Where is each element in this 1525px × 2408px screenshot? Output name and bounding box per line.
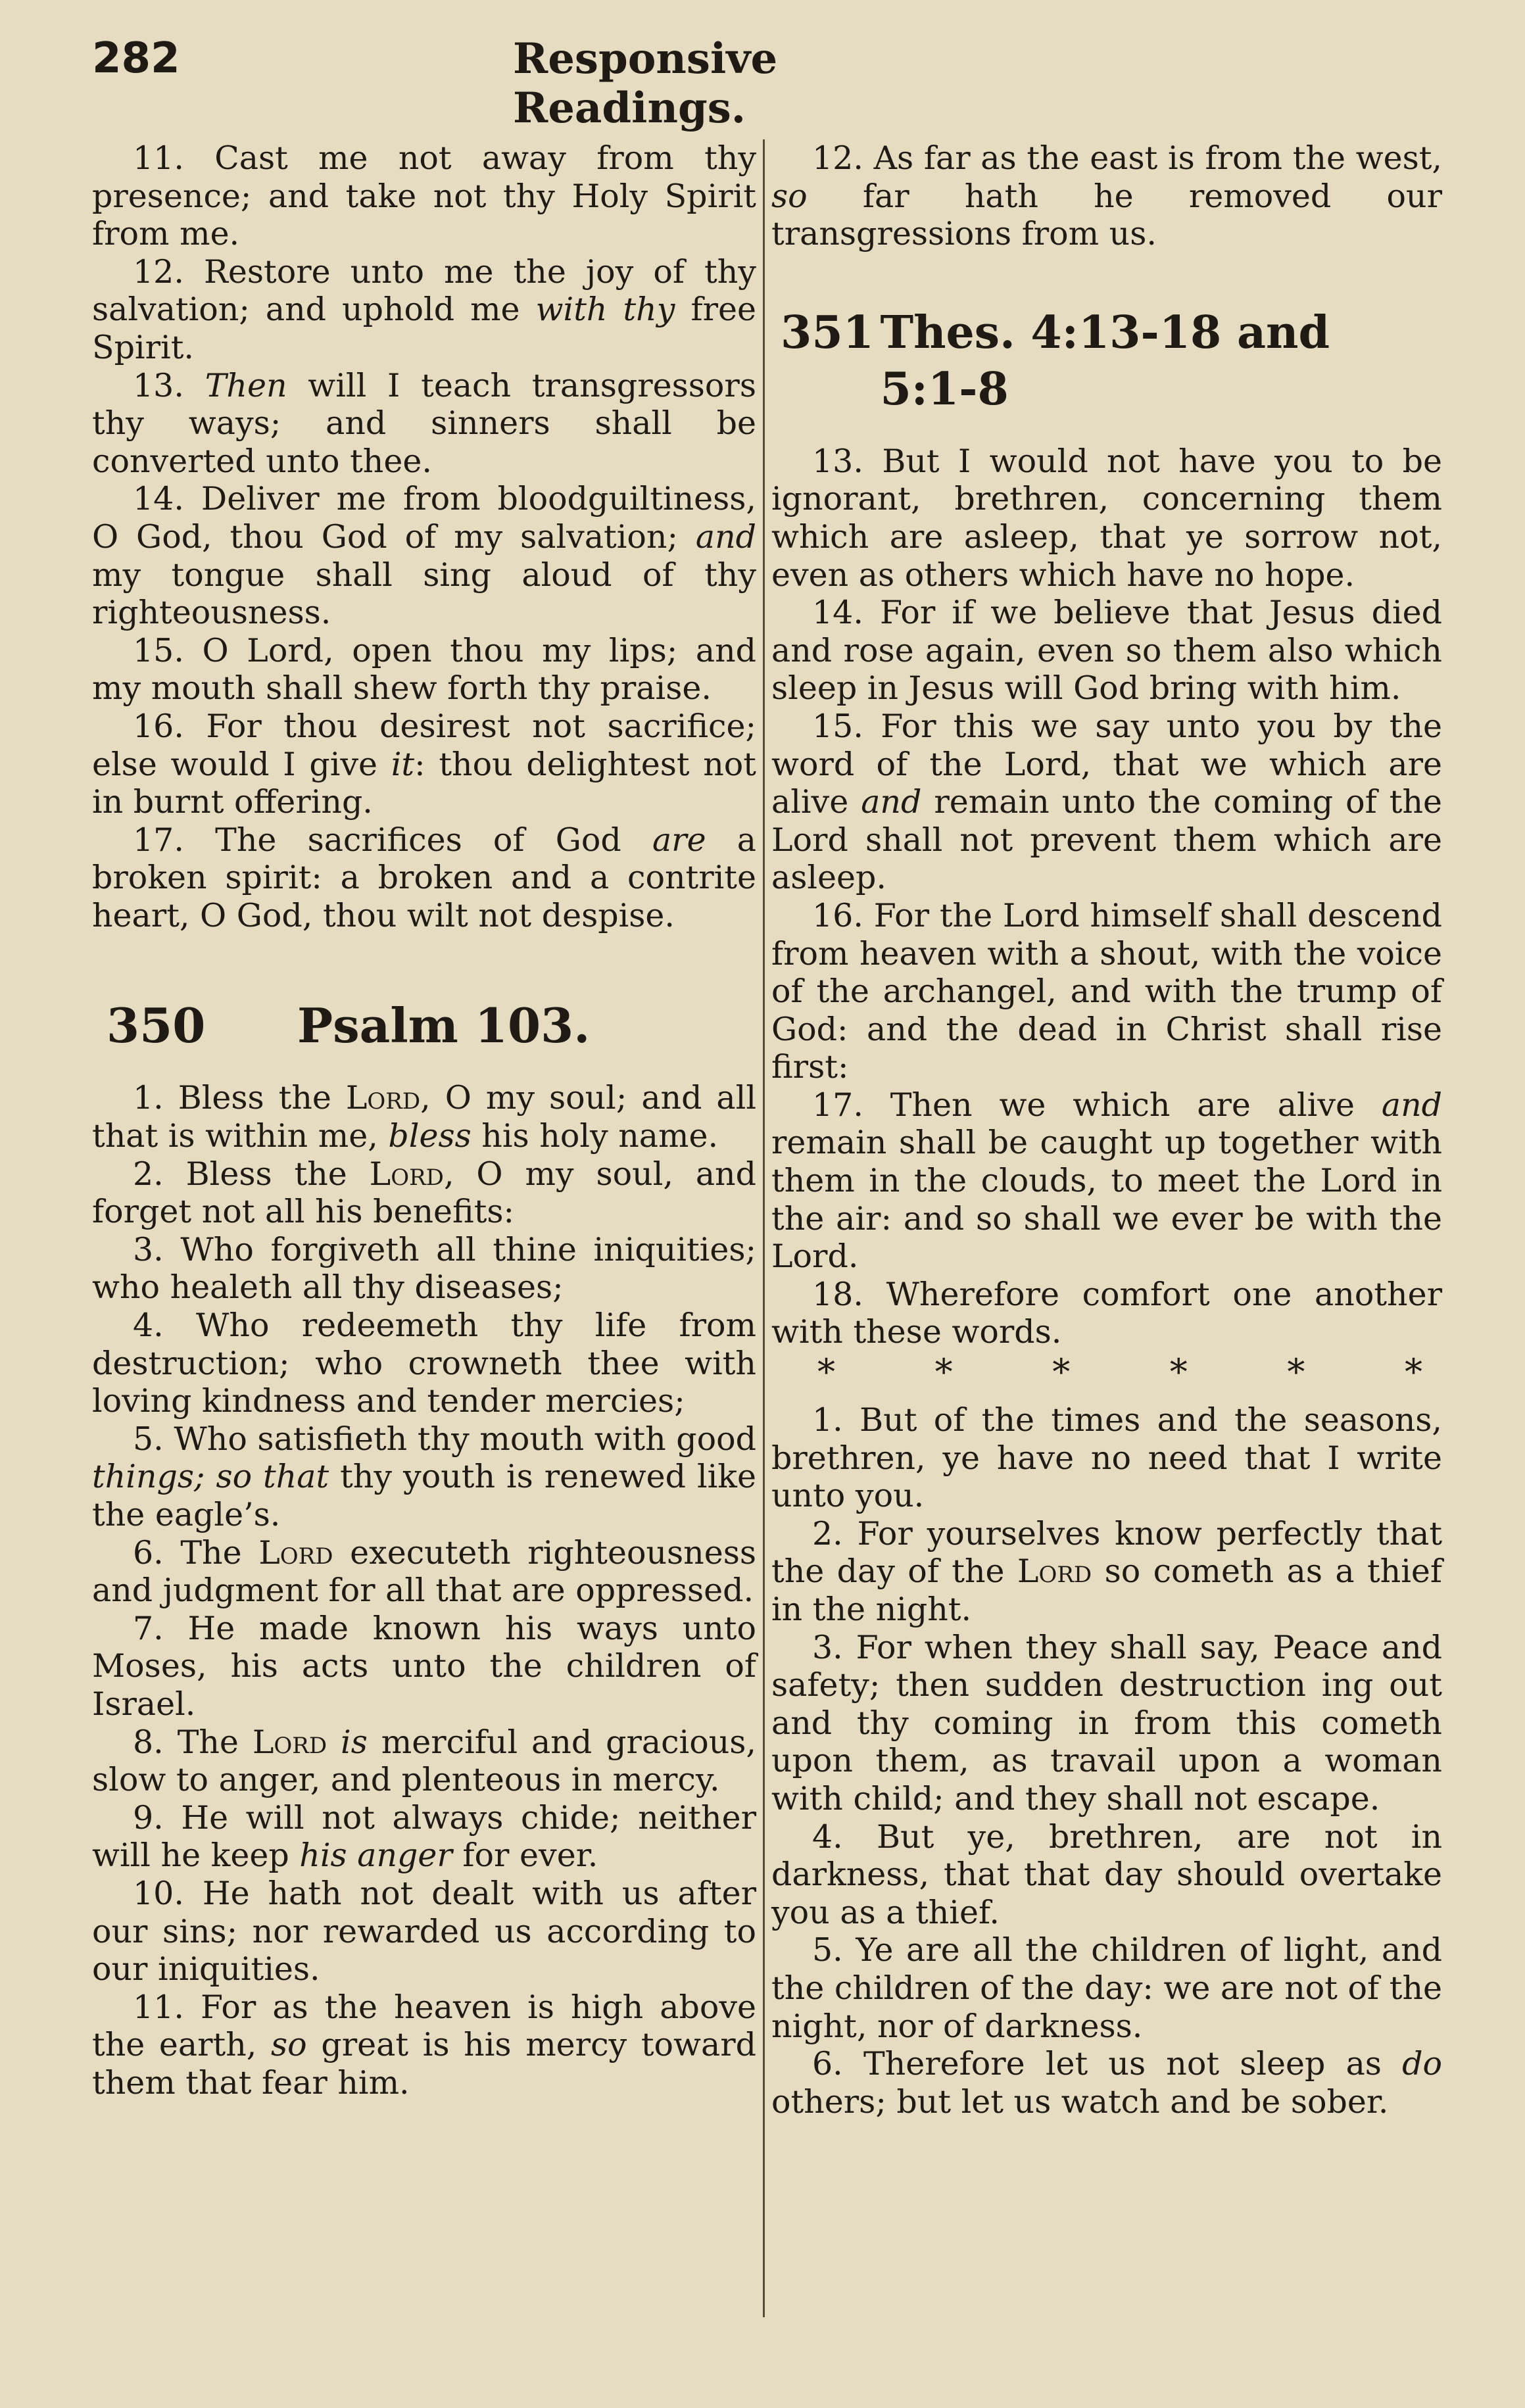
verse-text: free Spirit. — [92, 291, 757, 366]
verse — [771, 2045, 1442, 2121]
verse-text: executeth righteousness and judgment for all that are oppressed. — [92, 1533, 756, 1610]
verse-text: For this we say unto you by the word of the Lord, that we which are alive — [771, 707, 1443, 821]
verse-number: 9. — [133, 1798, 164, 1837]
asterisk: * — [1404, 1351, 1422, 1393]
italic-text: and — [1381, 1086, 1442, 1124]
verse-text: , O my soul; and all that is within me, — [92, 1079, 756, 1155]
verse-text: Deliver me from bloodguiltiness, O God, thou God of my salvation; — [92, 480, 757, 556]
reading-351-heading — [781, 304, 1442, 418]
italic-text: and — [861, 783, 922, 821]
verse-number: 14. — [812, 594, 863, 632]
verse-number: 1. — [812, 1401, 843, 1439]
verse-number: 3. — [812, 1628, 843, 1666]
verse-number: 4. — [812, 1818, 843, 1856]
verse-text: others; but let us watch and be sober. — [771, 2083, 1389, 2121]
verse-number: 14. — [133, 480, 184, 518]
verse-text: great is his mercy toward them that fear him. — [92, 2026, 756, 2102]
verse-number: 15. — [133, 631, 184, 669]
verse — [771, 897, 1442, 1086]
verse-text: But ye, brethren, are not in darkness, that that day should overtake you as a thief. — [771, 1818, 1443, 1931]
verse — [92, 1420, 756, 1534]
verse-number: 16. — [812, 896, 863, 934]
verse-text: Ye are all the children of light, and the children of the day: we are not of the night, nor of darkness. — [771, 1931, 1442, 2045]
verse-text: He will not always chide; neither will he keep — [92, 1798, 756, 1875]
verse-text: will I teach transgressors thy ways; and sinners shall be converted unto thee. — [92, 366, 757, 480]
verse-text: The sacrifices of God — [215, 821, 652, 859]
verse-text: He made known his ways unto Moses, his acts unto the children of Israel. — [92, 1609, 756, 1723]
verse-number: 16. — [133, 707, 184, 745]
verse — [771, 708, 1442, 897]
verse-text: for ever. — [452, 1837, 598, 1875]
verse-number: 4. — [133, 1307, 164, 1345]
verse-text: For when they shall say, Peace and safety; then sudden destruction ing out and thy coming in from this cometh upon them, as travail upon a woman with child; and they shall not escape. — [771, 1628, 1442, 1818]
verse-text: his holy name. — [471, 1117, 719, 1155]
verse-number: 5. — [133, 1420, 164, 1458]
verse — [771, 1515, 1442, 1629]
verse-text: far hath he removed our transgressions from us. — [771, 177, 1442, 253]
verse-number: 2. — [812, 1514, 843, 1553]
verse — [92, 480, 756, 631]
verse-text: Therefore let us not sleep as — [863, 2045, 1403, 2083]
page-number: 282 — [92, 34, 180, 83]
verse-text: O Lord, open thou my lips; and my mouth shall shew forth thy praise. — [92, 631, 756, 708]
verse-number: 3. — [133, 1230, 164, 1268]
verse-number: 15. — [812, 707, 863, 745]
italic-text: Then — [205, 366, 287, 404]
verse-text: remain shall be caught up together with them in the clouds, to meet the Lord in the air: and so shall we ever be with the Lord. — [771, 1124, 1442, 1276]
verse-text: Lord — [258, 1533, 333, 1572]
verse-text: Lord — [252, 1723, 327, 1761]
asterisk: * — [934, 1351, 953, 1393]
verse-text: : thou delightest not in burnt offering. — [92, 745, 756, 821]
verse-text: Cast me not away from thy presence; and take not thy Holy Spirit from me. — [92, 139, 757, 253]
verse — [92, 253, 756, 367]
italic-text: so — [271, 2026, 307, 2064]
asterisk: * — [1169, 1351, 1188, 1393]
verse-text: Lord — [1017, 1553, 1092, 1591]
verse-number: 6. — [812, 2045, 843, 2083]
verse-text — [327, 1723, 341, 1761]
verse — [92, 632, 756, 708]
verse — [771, 443, 1442, 594]
left-column — [92, 139, 756, 2102]
reading-title: Psalm 103. — [297, 998, 591, 1054]
verse — [92, 1534, 756, 1610]
verse-text: Who forgiveth all thine iniquities; who healeth all thy diseases; — [92, 1230, 757, 1307]
verse — [92, 367, 756, 481]
verse — [92, 708, 756, 821]
verse-number: 10. — [133, 1874, 184, 1912]
verse — [92, 1723, 756, 1799]
verse — [92, 1610, 756, 1723]
verse-number: 11. — [133, 1988, 184, 2026]
verse — [92, 1799, 756, 1875]
italic-text: his anger — [299, 1837, 452, 1875]
verse-text: The — [177, 1723, 253, 1761]
reading-title: Thes. 4:13-18 and 5:1-8 — [880, 306, 1330, 416]
verse — [771, 1276, 1442, 1351]
verse-number: 7. — [133, 1609, 164, 1647]
verse — [92, 1875, 756, 1988]
verse — [771, 1401, 1442, 1515]
verse-number: 17. — [133, 821, 184, 859]
verse-text: Who redeemeth thy life from destruction; who crowneth thee with loving kindness and tender mercies; — [92, 1307, 756, 1420]
verse-number: 11. — [133, 139, 184, 177]
italic-text: things; so that — [92, 1458, 329, 1496]
verse — [771, 1629, 1442, 1818]
verse-text: For as the heaven is high above the earth, — [92, 1988, 757, 2064]
right-column — [771, 139, 1442, 2121]
italic-text: is — [341, 1723, 368, 1761]
asterisk: * — [1287, 1351, 1305, 1393]
section-separator — [771, 1353, 1442, 1392]
italic-text: and — [695, 518, 756, 556]
verse-number: 2. — [133, 1155, 164, 1193]
verses-before-351 — [771, 139, 1442, 253]
verse-text: Then we which are alive — [890, 1086, 1382, 1124]
verse-text: Restore unto me the joy of thy salvation; and uphold me — [92, 253, 756, 329]
verse-number: 13. — [812, 442, 863, 480]
verse-text: For thou desirest not sacrifice; else would I give — [92, 707, 756, 783]
verse-text: a broken spirit: a broken and a contrite heart, O God, thou wilt not despise. — [92, 821, 756, 934]
verse — [771, 594, 1442, 708]
verse — [92, 139, 756, 253]
verse-text: Bless the — [178, 1079, 346, 1117]
verse — [771, 1931, 1442, 2045]
verse — [92, 1307, 756, 1420]
verse-text: For the Lord himself shall descend from heaven with a shout, with the voice of the archangel, and with the trump of God: and the dead in Christ shall rise first: — [771, 896, 1442, 1086]
verse-number: 18. — [812, 1275, 863, 1313]
verse-text: For if we believe that Jesus died and rose again, even so them also which sleep in Jesus will God bring with him. — [771, 594, 1442, 708]
italic-text: bless — [388, 1117, 472, 1155]
verse-text: For yourselves know perfectly that the day of the — [771, 1514, 1443, 1591]
verse — [92, 1988, 756, 2102]
verse — [771, 1086, 1442, 1276]
reading-number: 351 — [781, 306, 874, 359]
italic-text: it — [391, 745, 415, 783]
verse — [92, 1231, 756, 1307]
verse-number: 6. — [133, 1533, 164, 1572]
verse-number: 12. — [812, 139, 863, 177]
verse-number: 1. — [133, 1079, 164, 1117]
reading-351-verses — [771, 443, 1442, 1351]
reading-number: 350 — [107, 998, 206, 1054]
verse-text: Lord — [369, 1155, 444, 1193]
verse-number: 8. — [133, 1723, 164, 1761]
verse — [92, 1155, 756, 1231]
running-title: Responsive Readings. — [513, 34, 778, 133]
page-header — [92, 34, 1000, 133]
verse-number: 5. — [812, 1931, 843, 1969]
verse-text: But I would not have you to be ignorant, brethren, concerning them which are asleep, that ye sorrow not, even as others which have no hope. — [771, 442, 1443, 594]
verse-text: , O my soul, and forget not all his benefits: — [92, 1155, 756, 1231]
reading-350-verses — [92, 1079, 756, 2102]
verse-number: 12. — [133, 253, 184, 291]
verse-text: As far as the east is from the west, — [873, 139, 1442, 177]
verse — [92, 1079, 756, 1155]
verse — [771, 1818, 1442, 1932]
italic-text: are — [652, 821, 706, 859]
reading-350-heading — [107, 998, 756, 1054]
verses-before-350 — [92, 139, 756, 934]
asterisk: * — [817, 1351, 835, 1393]
verse-text: thy youth is renewed like the eagle’s. — [92, 1458, 757, 1533]
verse-number: 13. — [133, 366, 184, 404]
verse-text: Lord — [345, 1079, 421, 1117]
italic-text: do — [1402, 2045, 1442, 2083]
verse-text: But of the times and the seasons, brethren, ye have no need that I write unto you. — [771, 1401, 1443, 1515]
verse-text: Bless the — [185, 1155, 370, 1193]
italic-text: with thy — [535, 291, 675, 329]
verse-text: He hath not dealt with us after our sins; nor rewarded us according to our iniquities. — [92, 1874, 757, 1988]
verse-text: merciful and gracious, slow to anger, and plenteous in mercy. — [92, 1723, 757, 1799]
verse-text: remain unto the coming of the Lord shall not prevent them which are asleep. — [771, 783, 1442, 897]
asterisk: * — [1052, 1351, 1071, 1393]
verse-text: The — [180, 1533, 259, 1572]
column-divider — [763, 139, 765, 2317]
verse — [771, 139, 1442, 253]
italic-text: so — [771, 177, 808, 215]
verse-text: my tongue shall sing aloud of thy righteousness. — [92, 556, 756, 632]
verse-number: 17. — [812, 1086, 863, 1124]
verse-text: so cometh as a thief in the night. — [771, 1553, 1442, 1628]
reading-351-verses-after — [771, 1401, 1442, 2121]
verse — [92, 821, 756, 935]
verse-text: Wherefore comfort one another with these words. — [771, 1275, 1442, 1351]
verse-text: Who satisfieth thy mouth with good — [174, 1420, 756, 1458]
